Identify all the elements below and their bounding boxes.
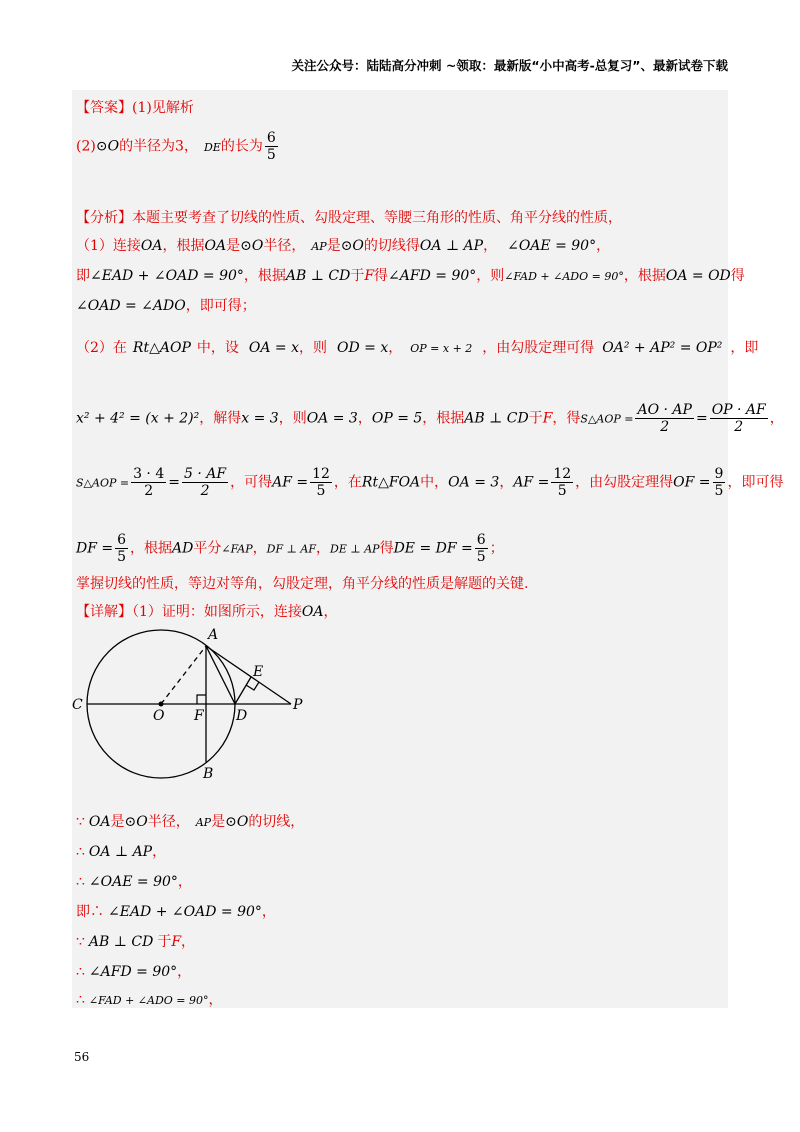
detail-intro: 【详解】（1）证明：如图所示，连接OA， — [76, 604, 338, 620]
proof-step-6: ∴ ∠AFD = 90°， — [76, 964, 192, 980]
segment-ad — [206, 646, 235, 704]
answer-line-2 — [76, 130, 280, 163]
analysis-tag: 【分析】 — [76, 210, 132, 226]
proof-step-3: ∴ ∠OAE = 90°， — [76, 874, 192, 890]
label-b: B — [203, 766, 214, 782]
proof-step-4: 即∴ ∠EAD + ∠OAD = 90°， — [76, 904, 276, 920]
label-o: O — [153, 708, 165, 724]
de-label: DE — [203, 140, 221, 154]
proof-step-1: ∵ OA是⊙O半径， AP是⊙O的切线， — [76, 814, 305, 830]
label-f: F — [194, 708, 204, 724]
label-c: C — [72, 697, 83, 713]
analysis-intro: 【分析】本题主要考查了切线的性质、勾股定理、等腰三角形的性质、角平分线的性质， — [76, 210, 622, 226]
answer-part1: (1)见解析 — [132, 100, 194, 116]
answer-tag: 【答案】 — [76, 100, 132, 116]
answer-line-1 — [76, 98, 194, 118]
proof-step-7: ∴ ∠FAD + ∠ADO = 90°， — [76, 992, 223, 1008]
geometry-figure — [70, 616, 330, 786]
detail-tag: 【详解】 — [76, 604, 132, 620]
circle-o: ⊙O — [95, 138, 120, 155]
page-header: 关注公众号：陆陆高分冲刺 ~领取：最新版“小中高考-总复习”、最新试卷下载 — [291, 58, 728, 73]
analysis-line-2: 即∠EAD + ∠OAD = 90°，根据AB ⊥ CD于F得∠AFD = 90°，则∠FAD + ∠ADO = 90°，根据OA = OD得 — [76, 268, 745, 284]
analysis-line-7: DF = $\frac{6}{5}$ ，根据AD平分∠FAP，DF ⊥ AF，DE ⊥ AP得DE = DF = $\frac{6}{5}$ ； — [76, 532, 504, 565]
center-point — [159, 702, 164, 707]
right-angle-f — [197, 695, 206, 704]
analysis-line-4: （2）在 Rt△AOP 中，设 OA = x，则 OD = x， OP = x + 2 ，由勾股定理可得 OA² + AP² = OP² ，即 — [76, 340, 759, 356]
analysis-line-8: 掌握切线的性质，等边对等角，勾股定理，角平分线的性质是解题的关键. — [76, 576, 529, 592]
de-length-fraction: $\frac{6}{5}$ — [266, 130, 276, 163]
analysis-line-1: （1）连接OA，根据OA是⊙O半径， AP是⊙O的切线得OA ⊥ AP， ∠OAE = 90°， — [76, 238, 611, 254]
label-a: A — [208, 627, 219, 643]
label-p: P — [293, 697, 303, 713]
de-length-text: 的长为 — [220, 138, 263, 155]
tangent-ap — [206, 646, 291, 704]
label-e: E — [253, 664, 264, 680]
radius-text: 的半径为3， — [119, 138, 198, 155]
answer-part2-prefix: (2) — [76, 138, 96, 155]
segment-de — [235, 677, 251, 704]
label-d: D — [236, 708, 248, 724]
proof-step-2: ∴ OA ⊥ AP， — [76, 844, 167, 860]
analysis-line-3: ∠OAD = ∠ADO，即可得； — [76, 298, 256, 314]
page-number: 56 — [74, 1050, 90, 1064]
analysis-line-5: x² + 4² = (x + 2)²，解得x = 3，则OA = 3，OP = 5，根据AB ⊥ CD于F，得S△AOP = $\frac{AO \cdot AP}{2}$ = $\frac{OP \cdot AF}{2}$ ， — [76, 402, 784, 435]
analysis-line-6: S△AOP = $\frac{3 \cdot 4}{2}$ = $\frac{5 \cdot AF}{2}$ ，可得AF = $\frac{12}{5}$ ，在Rt△FOA中，OA = 3，AF = $\frac{12}{5}$ ，由勾股定理得OF = $\frac{9}{5}$ ，即可得 — [76, 466, 784, 499]
proof-step-5: ∵ AB ⊥ CD 于F， — [76, 934, 196, 950]
